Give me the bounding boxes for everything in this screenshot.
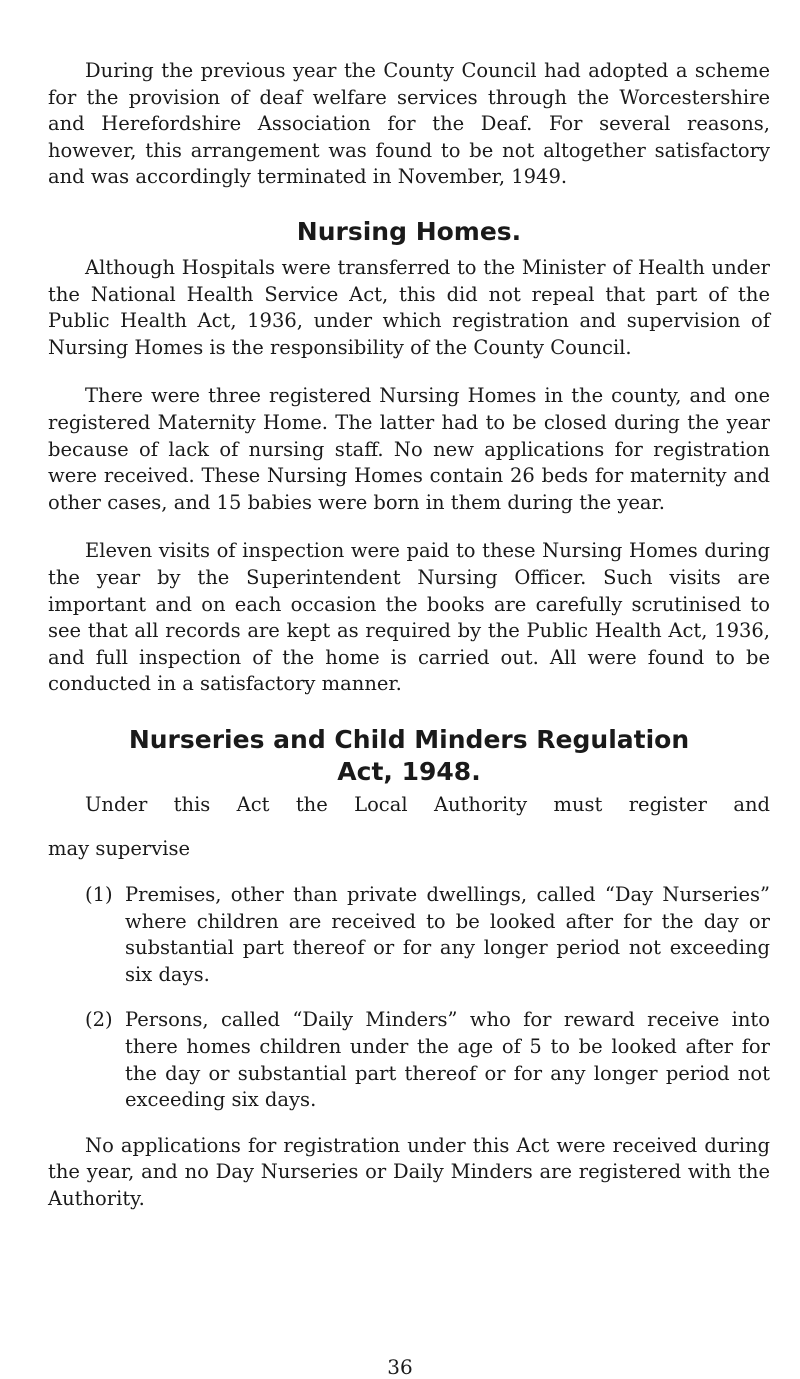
- nursing-homes-heading: Nursing Homes.: [296, 216, 522, 246]
- nurseries-heading: [48, 724, 770, 788]
- deaf-welfare-paragraph: During the previous year the County Council had adopted a scheme for the provision of deaf welfare services through the Worcestershire and Herefordshire Association for the Deaf. For several reasons, however, this arrangement was found to be not altogether satisfactory and was accordingly terminated in November, 1949.: [48, 59, 770, 189]
- list-item: [85, 882, 770, 988]
- nursing-homes-paragraph-3: Eleven visits of inspection were paid to these Nursing Homes during the year by the Superintendent Nursing Officer. Such visits are important and on each occasion the books are carefully scrutinised to see that all records are kept as required by the Public Health Act, 1936, and full inspection of the home is carried out. All were found to be conducted in a satisfactory manner.: [48, 539, 770, 696]
- nurseries-intro-line-2: may supervise: [48, 837, 191, 861]
- nurseries-heading-line-2: Act, 1948.: [337, 756, 481, 786]
- list-item-number: (2): [85, 1008, 113, 1032]
- nursing-homes-paragraph-1: Although Hospitals were transferred to the Minister of Health under the National Health Service Act, this did not repeal that part of the Public Health Act, 1936, under which registration and supervision of Nursing Homes is the responsibility of the County Council.: [48, 255, 770, 359]
- list-item-text: Persons, called “Daily Minders” who for reward receive into there homes children under the age of 5 to be looked after for the day or substantial part thereof or for any longer period not exceeding six days.: [125, 1008, 770, 1112]
- document-page: [48, 58, 770, 1213]
- nurseries-heading-line-1: Nurseries and Child Minders Regulation: [128, 724, 690, 754]
- list-item: [85, 1007, 770, 1113]
- page-number: 36: [387, 1355, 413, 1379]
- nurseries-final-paragraph: No applications for registration under this Act were received during the year, and no Day Nurseries or Daily Minders are registered with the Authority.: [48, 1133, 770, 1210]
- list-item-number: (1): [85, 883, 113, 907]
- list-item-text: Premises, other than private dwellings, called “Day Nurseries” where children are received to be looked after for the day or substantial part thereof or for any longer period not exceeding six days.: [125, 883, 770, 986]
- nursing-homes-paragraph-2: There were three registered Nursing Homes in the county, and one registered Maternity Home. The latter had to be closed during the year because of lack of nursing staff. No new applications for registration were received. These Nursing Homes contain 26 beds for maternity and other cases, and 15 babies were born in them during the year.: [48, 384, 770, 514]
- nurseries-intro-line-1: Under this Act the Local Authority must register and: [85, 792, 770, 816]
